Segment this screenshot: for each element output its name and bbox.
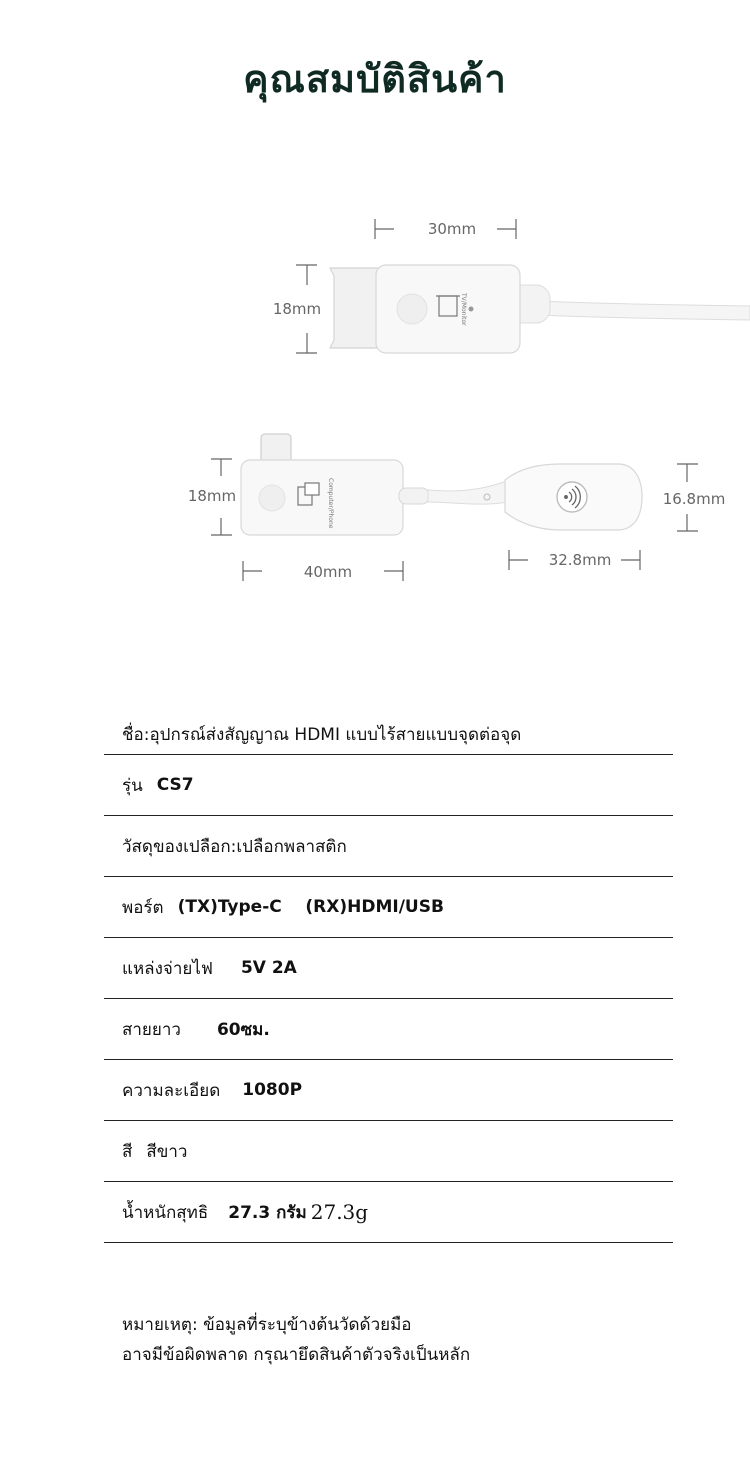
spec-key: สี <box>122 1141 133 1162</box>
product-dimension-diagram <box>0 190 750 610</box>
page-title: คุณสมบัติสินค้า <box>243 57 507 101</box>
spec-key: แหล่งจ่ายไฟ <box>122 958 213 979</box>
spec-key: ชื่อ:อุปกรณ์ส่งสัญญาณ HDMI แบบไร้สายแบบจุดต่อจุด <box>122 725 522 745</box>
spec-key: พอร์ต <box>122 897 164 918</box>
computer-phone-text: Computer/Phone <box>327 478 334 529</box>
top-height-label: 18mm <box>272 300 322 318</box>
note-line-2: อาจมีข้อผิดพลาด กรุณายึดสินค้าตัวจริงเป็นหลัก <box>122 1345 471 1365</box>
spec-row-material <box>104 816 673 877</box>
spec-value: 27.3 กรัม <box>228 1202 307 1223</box>
spec-key: ความละเอียด <box>122 1080 221 1101</box>
spec-row-power <box>104 938 673 999</box>
spec-value: 1080P <box>242 1080 303 1100</box>
tv-monitor-text: TV/Monitor <box>460 293 467 326</box>
spec-value: 60ซม. <box>216 1019 270 1040</box>
hdmi-receiver-device <box>330 265 750 353</box>
spec-row-weight <box>104 1182 673 1243</box>
spec-row-port <box>104 877 673 938</box>
fob-height-label: 16.8mm <box>662 490 726 508</box>
spec-key: วัสดุของเปลือก:เปลือกพลาสติก <box>122 836 347 857</box>
bottom-height-label: 18mm <box>187 487 237 505</box>
spec-table <box>104 709 673 1243</box>
spec-row-resolution <box>104 1060 673 1121</box>
spec-value: 5V 2A <box>240 958 297 978</box>
note-line-1: หมายเหตุ: ข้อมูลที่ระบุข้างต้นวัดด้วยมือ <box>122 1315 412 1335</box>
spec-key: รุ่น <box>122 775 143 796</box>
spec-value: (TX)Type-C (RX)HDMI/USB <box>177 897 444 917</box>
bottom-width-label: 40mm <box>303 563 353 581</box>
fob-width-label: 32.8mm <box>548 551 612 569</box>
note <box>122 1310 470 1370</box>
spec-value: สีขาว <box>146 1141 188 1162</box>
spec-row-name <box>104 709 673 755</box>
spec-row-cable-length <box>104 999 673 1060</box>
spec-key: สายยาว <box>122 1019 181 1040</box>
spec-value-extra: 27.3g <box>310 1200 369 1224</box>
spec-row-model <box>104 755 673 816</box>
typec-transmitter-device <box>241 434 642 535</box>
top-width-label: 30mm <box>427 220 477 238</box>
spec-value: CS7 <box>156 775 194 795</box>
spec-key: น้ำหนักสุทธิ <box>122 1202 209 1223</box>
spec-row-color <box>104 1121 673 1182</box>
